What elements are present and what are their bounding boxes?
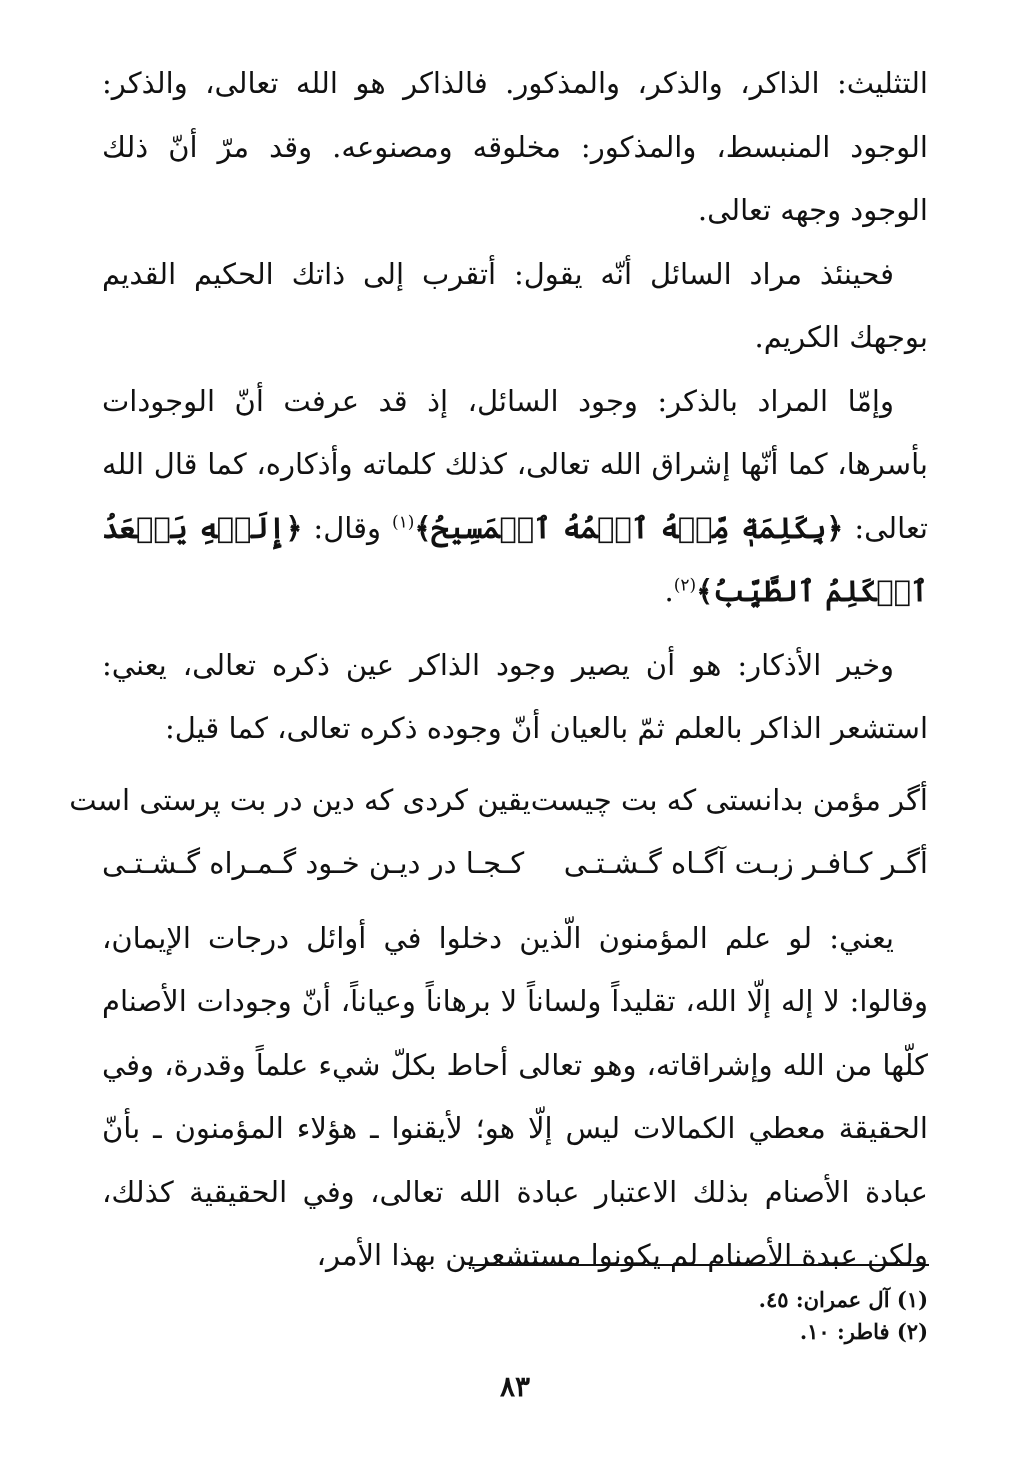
quran-quote: ﴿بِكَلِمَةٖ مِّنۡهُ ٱسۡمُهُ ٱلۡمَسِيحُ﴾	[414, 510, 844, 545]
paragraph	[102, 370, 928, 624]
paragraph: يعني: لو علم المؤمنون الّذين دخلوا في أوائل درجات الإيمان، وقالوا: لا إله إلّا الله، تقليداً ولساناً لا برهاناً وعياناً، أنّ وجودات الأصنام كلّها من الله وإشراقاته، وهو تعالى أحاط بكلّ شيء علماً وقدرة، وفي الحقيقة معطي الكمالات ليس إلّا هو؛ لأيقنوا ـ هؤلاء المؤمنون ـ بأنّ عبادة الأصنام بذلك الاعتبار عبادة الله تعالى، وفي الحقيقية كذلك، ولكن عبدة الأصنام لم يكونوا مستشعرين بهذا الأمر،	[102, 920, 928, 1272]
footnote-separator	[469, 1264, 929, 1266]
verse-hemistich: كـجـا در ديـن خـود گـمـراه گـشـتـى	[102, 845, 525, 880]
footnote-ref: (٢)	[673, 575, 697, 596]
verse-hemistich: یقین کردی که دین در بت پرستی است	[69, 782, 531, 817]
verse-hemistich: أگر مؤمن بدانستی که بت چیست	[530, 782, 928, 817]
persian-verse	[69, 769, 928, 895]
page-number: ٨٣	[499, 1370, 531, 1403]
quran-quote: ﴿إِلَيۡهِ يَصۡعَدُ ٱلۡكَلِمُ ٱلطَّيِّبُ﴾	[102, 510, 928, 608]
paragraph: فحينئذ مراد السائل أنّه يقول: أتقرب إلى ذاتك الحكيم القديم بوجهك الكريم.	[102, 256, 928, 354]
paragraph: التثليث: الذاكر، والذكر، والمذكور. فالذاكر هو الله تعالى، والذكر: الوجود المنبسط، والمذكور: مخلوقه ومصنوعه. وقد مرّ أنّ ذلك الوجود وجهه تعالى.	[102, 66, 928, 227]
footnotes	[759, 1284, 928, 1348]
footnote: (١) آل عمران: ٤٥.	[758, 1287, 928, 1312]
paragraph: وخير الأذكار: هو أن يصير وجود الذاكر عين ذكره تعالى، يعني: استشعر الذاكر بالعلم ثمّ بالعيان أنّ وجوده ذكره تعالى، كما قيل:	[102, 647, 928, 745]
footnote: (٢) فاطر: ١٠.	[799, 1319, 928, 1344]
main-text	[69, 52, 929, 1288]
paragraph-text: .	[664, 574, 674, 608]
footnote-ref: (١)	[391, 511, 415, 532]
paragraph-text: وإمّا المراد بالذكر: وجود السائل، إذ قد عرفت أنّ الوجودات بأسرها، كما أنّها إشراق الله تعالى، كذلك كلماته وأذكاره، كما قال الله تعالى:	[102, 383, 929, 545]
verse-line	[102, 832, 928, 895]
verse-hemistich: أگـر كـافـر زبـت آگـاه گـشـتـى	[563, 845, 928, 880]
paragraph-text: وقال:	[302, 510, 392, 545]
verse-line	[69, 769, 928, 832]
